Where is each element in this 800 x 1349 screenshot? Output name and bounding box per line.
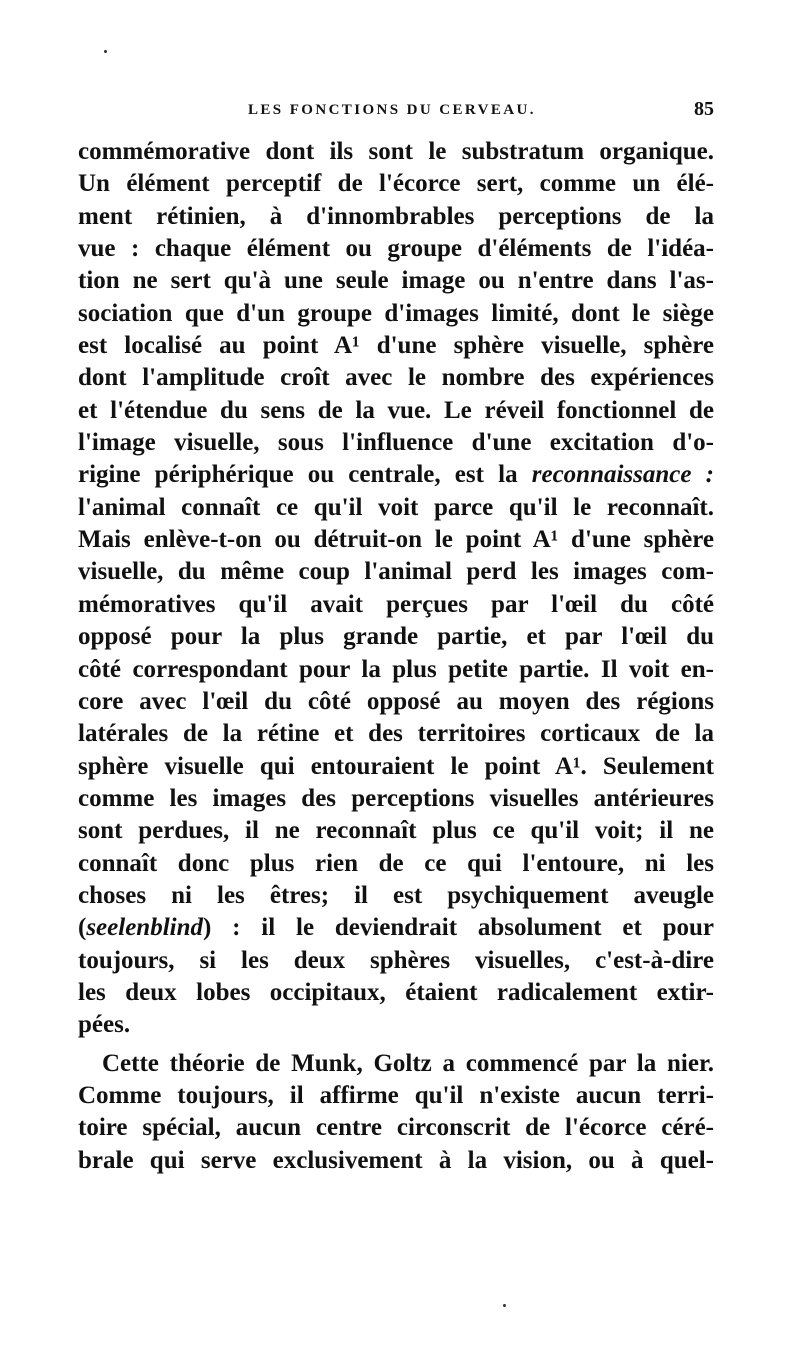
page-header — [78, 100, 714, 126]
text-line: sphère visuelle qui entouraient le point A¹. Seulement — [78, 752, 714, 780]
speck — [104, 50, 107, 53]
text-line: visuelle, du même coup l'animal perd les images com- — [78, 558, 714, 586]
text-line: les deux lobes occipitaux, étaient radicalement extir- — [78, 978, 714, 1006]
text-line: Mais enlève-t-on ou détruit-on le point A¹ d'une sphère — [78, 526, 714, 554]
text-line: connaît donc plus rien de ce qui l'entoure, ni les — [78, 849, 714, 877]
text-line: commémorative dont ils sont le substratum organique. — [78, 138, 714, 165]
text-line: pées. — [78, 1011, 131, 1039]
text-line: Comme toujours, il affirme qu'il n'existe aucun terri- — [78, 1081, 714, 1109]
text-line: ment rétinien, à d'innombrables perceptions de la — [78, 202, 714, 230]
text-line: sociation que d'un groupe d'images limité, dont le siège — [78, 299, 714, 327]
text-line — [78, 459, 714, 491]
text-line: sont perdues, il ne reconnaît plus ce qu'il voit; il ne — [78, 817, 714, 845]
text-line: dont l'amplitude croît avec le nombre des expériences — [78, 364, 714, 392]
running-head: LES FONCTIONS DU CERVEAU. — [248, 102, 536, 118]
text-line: est localisé au point A¹ d'une sphère visuelle, sphère — [78, 332, 714, 360]
text-line: toire spécial, aucun centre circonscrit de l'écorce céré- — [78, 1114, 714, 1142]
text-line: Cette théorie de Munk, Goltz a commencé par la nier. — [102, 1049, 714, 1077]
text-line: et l'étendue du sens de la vue. Le réveil fonctionnel de — [78, 396, 714, 424]
text-line: côté correspondant pour la plus petite partie. Il voit en- — [78, 655, 714, 683]
text-fragment: rigine périphérique ou centrale, est la — [78, 461, 532, 489]
text-line: tion ne sert qu'à une seule image ou n'entre dans l'as- — [78, 267, 714, 295]
text-line — [78, 912, 714, 944]
speck — [503, 1304, 506, 1307]
text-line: core avec l'œil du côté opposé au moyen des régions — [78, 687, 714, 715]
text-line: opposé pour la plus grande partie, et par l'œil du — [78, 623, 714, 651]
italic-term: reconnaissance : — [531, 461, 714, 489]
text-line: toujours, si les deux sphères visuelles, c'est-à-dire — [78, 946, 714, 974]
text-line: l'image visuelle, sous l'influence d'une excitation d'o- — [78, 429, 714, 457]
text-line: brale qui serve exclusivement à la vision, ou à quel- — [78, 1146, 714, 1174]
page-number: 85 — [694, 98, 714, 120]
text-line: mémoratives qu'il avait perçues par l'œil du côté — [78, 590, 714, 618]
text-line: latérales de la rétine et des territoires corticaux de la — [78, 720, 714, 748]
text-fragment: ( — [78, 914, 87, 942]
text-line: vue : chaque élément ou groupe d'éléments de l'idéa- — [78, 235, 714, 263]
paragraph — [78, 1048, 714, 1177]
paragraph — [78, 136, 714, 1042]
text-line: comme les images des perceptions visuelles antérieures — [78, 784, 714, 812]
body-text — [78, 136, 714, 1177]
italic-term: seelenblind — [86, 914, 203, 942]
text-fragment: ) : il le deviendrait absolument et pour — [203, 914, 714, 942]
text-line: choses ni les êtres; il est psychiquement aveugle — [78, 881, 714, 909]
text-line: l'animal connaît ce qu'il voit parce qu'il le reconnaît. — [78, 493, 714, 521]
text-line: Un élément perceptif de l'écorce sert, comme un élé- — [78, 170, 714, 198]
